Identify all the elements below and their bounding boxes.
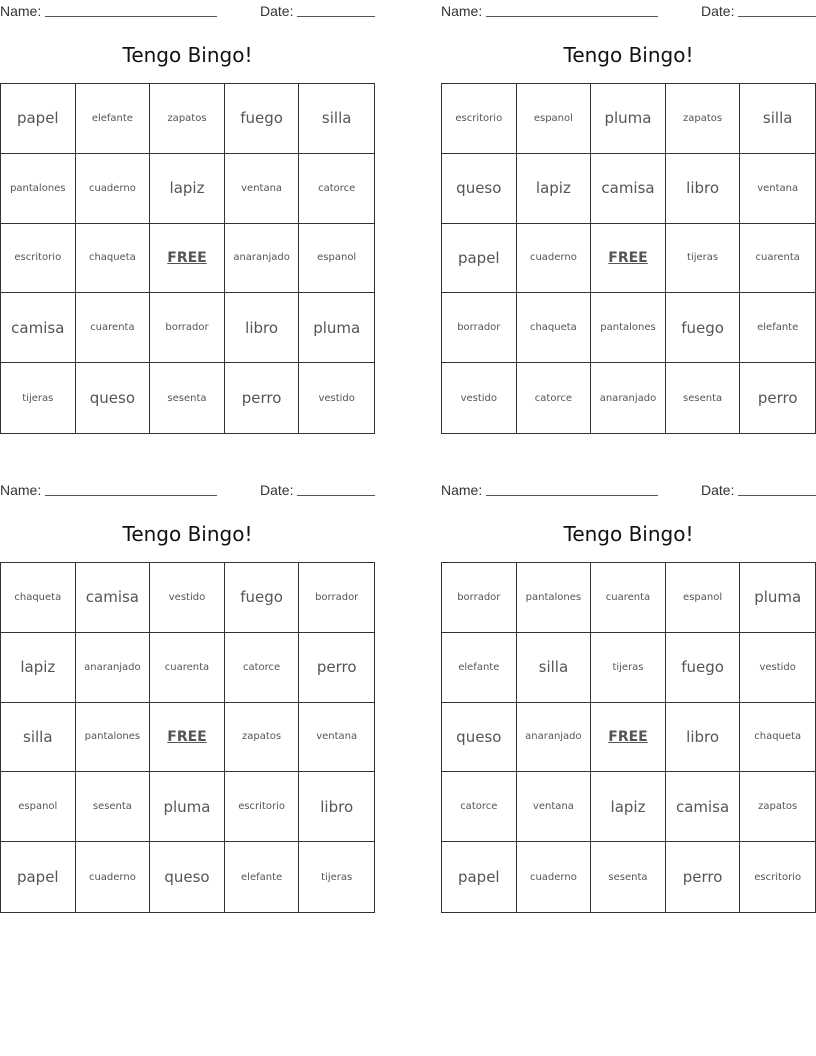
bingo-cell: sesenta bbox=[666, 363, 741, 433]
bingo-cell: elefante bbox=[740, 293, 815, 363]
bingo-cell: ventana bbox=[517, 772, 592, 842]
bingo-cell: silla bbox=[1, 703, 76, 773]
bingo-cell: silla bbox=[517, 633, 592, 703]
bingo-cell: escritorio bbox=[442, 84, 517, 154]
bingo-cell: papel bbox=[1, 842, 76, 912]
bingo-cell: ventana bbox=[225, 154, 300, 224]
bingo-cell: papel bbox=[442, 224, 517, 294]
bingo-cell: fuego bbox=[225, 563, 300, 633]
bingo-cell: zapatos bbox=[666, 84, 741, 154]
bingo-cell: queso bbox=[150, 842, 225, 912]
bingo-cell: vestido bbox=[740, 633, 815, 703]
bingo-cell: lapiz bbox=[150, 154, 225, 224]
bingo-cell: libro bbox=[299, 772, 374, 842]
bingo-cell: cuaderno bbox=[76, 842, 151, 912]
bingo-cell: cuaderno bbox=[517, 224, 592, 294]
bingo-cell: escritorio bbox=[754, 871, 802, 883]
bingo-cell: borrador bbox=[442, 293, 517, 363]
bingo-cell: perro bbox=[757, 389, 798, 408]
bingo-cell: anaranjado bbox=[76, 633, 151, 703]
bingo-cell: borrador bbox=[150, 293, 225, 363]
name-blank-line bbox=[486, 16, 658, 17]
bingo-cell: chaqueta bbox=[517, 293, 592, 363]
bingo-cell: camisa bbox=[1, 293, 76, 363]
date-label: Date: bbox=[701, 3, 735, 19]
bingo-cell: silla bbox=[299, 84, 374, 154]
bingo-cell: catorce bbox=[517, 363, 592, 433]
bingo-cell: borrador bbox=[299, 563, 374, 633]
bingo-cell: chaqueta bbox=[76, 224, 151, 294]
bingo-cell: espanol bbox=[666, 563, 741, 633]
bingo-cell: queso bbox=[442, 703, 517, 773]
bingo-cell: zapatos bbox=[740, 772, 815, 842]
date-label: Date: bbox=[260, 482, 294, 498]
bingo-cell: libro bbox=[225, 293, 300, 363]
bingo-cell: espanol bbox=[1, 772, 76, 842]
bingo-cell: pantalones bbox=[1, 154, 76, 224]
bingo-cell: papel bbox=[442, 842, 517, 912]
card-title: Tengo Bingo! bbox=[122, 43, 253, 67]
free-space-cell: FREE bbox=[150, 703, 225, 773]
bingo-cell: espanol bbox=[299, 224, 374, 294]
date-blank-line bbox=[738, 16, 816, 17]
bingo-cell: zapatos bbox=[150, 84, 225, 154]
bingo-cell: tijeras bbox=[666, 224, 741, 294]
bingo-cell: escritorio bbox=[1, 224, 76, 294]
bingo-cell: tijeras bbox=[1, 363, 76, 433]
bingo-cell: anaranjado bbox=[591, 363, 666, 433]
bingo-cell: cuarenta bbox=[740, 224, 815, 294]
bingo-cell: chaqueta bbox=[740, 703, 815, 773]
bingo-cell: pluma bbox=[150, 772, 225, 842]
bingo-cell: libro bbox=[666, 154, 741, 224]
bingo-cell: elefante bbox=[225, 842, 300, 912]
bingo-cell: libro bbox=[666, 703, 741, 773]
bingo-cell: lapiz bbox=[517, 154, 592, 224]
bingo-cell: ventana bbox=[740, 154, 815, 224]
bingo-grid bbox=[441, 562, 816, 913]
name-blank-line bbox=[45, 495, 217, 496]
bingo-cell: pluma bbox=[299, 293, 374, 363]
bingo-cell: anaranjado bbox=[517, 703, 592, 773]
bingo-cell: perro bbox=[299, 633, 374, 703]
bingo-card-3 bbox=[0, 479, 375, 914]
card-title: Tengo Bingo! bbox=[563, 522, 694, 546]
bingo-cell: pantalones bbox=[517, 563, 592, 633]
bingo-cell: papel bbox=[1, 84, 76, 154]
bingo-cell: vestido bbox=[318, 392, 355, 404]
name-label: Name: bbox=[0, 3, 42, 19]
card-header bbox=[441, 479, 816, 499]
name-label: Name: bbox=[441, 3, 483, 19]
bingo-cell: fuego bbox=[666, 633, 741, 703]
bingo-card-2 bbox=[441, 0, 816, 435]
bingo-cell: cuarenta bbox=[591, 563, 666, 633]
bingo-cell: catorce bbox=[299, 154, 374, 224]
free-space-cell: FREE bbox=[591, 224, 666, 294]
bingo-cell: cuaderno bbox=[76, 154, 151, 224]
bingo-grid bbox=[0, 562, 375, 913]
bingo-cell: sesenta bbox=[591, 842, 666, 912]
bingo-cell: perro bbox=[225, 363, 300, 433]
bingo-cell: catorce bbox=[442, 772, 517, 842]
bingo-cell: espanol bbox=[517, 84, 592, 154]
bingo-cell: tijeras bbox=[321, 871, 353, 883]
bingo-cell: elefante bbox=[442, 633, 517, 703]
bingo-cell: queso bbox=[76, 363, 151, 433]
bingo-cell: anaranjado bbox=[225, 224, 300, 294]
bingo-cell: chaqueta bbox=[1, 563, 76, 633]
date-blank-line bbox=[738, 495, 816, 496]
bingo-cell: cuarenta bbox=[76, 293, 151, 363]
card-title: Tengo Bingo! bbox=[563, 43, 694, 67]
bingo-cell: ventana bbox=[299, 703, 374, 773]
bingo-card-1 bbox=[0, 0, 375, 435]
card-header bbox=[0, 479, 375, 499]
bingo-cell: pantalones bbox=[591, 293, 666, 363]
name-blank-line bbox=[486, 495, 658, 496]
name-label: Name: bbox=[0, 482, 42, 498]
bingo-cell: lapiz bbox=[1, 633, 76, 703]
date-blank-line bbox=[297, 495, 375, 496]
bingo-cell: catorce bbox=[225, 633, 300, 703]
bingo-cell: fuego bbox=[666, 293, 741, 363]
date-label: Date: bbox=[260, 3, 294, 19]
bingo-cell: pluma bbox=[740, 563, 815, 633]
bingo-cell: queso bbox=[442, 154, 517, 224]
free-space-cell: FREE bbox=[150, 224, 225, 294]
bingo-cell: borrador bbox=[442, 563, 517, 633]
bingo-cell: silla bbox=[740, 84, 815, 154]
date-blank-line bbox=[297, 16, 375, 17]
bingo-cell: zapatos bbox=[225, 703, 300, 773]
bingo-cell: perro bbox=[666, 842, 741, 912]
bingo-cell: camisa bbox=[591, 154, 666, 224]
bingo-cell: sesenta bbox=[150, 363, 225, 433]
bingo-cell: cuaderno bbox=[517, 842, 592, 912]
card-header bbox=[0, 0, 375, 20]
bingo-cell: vestido bbox=[150, 563, 225, 633]
bingo-cell: elefante bbox=[76, 84, 151, 154]
name-blank-line bbox=[45, 16, 217, 17]
bingo-cell: vestido bbox=[442, 363, 517, 433]
bingo-cell: pluma bbox=[591, 84, 666, 154]
card-header bbox=[441, 0, 816, 20]
card-title: Tengo Bingo! bbox=[122, 522, 253, 546]
bingo-cell: fuego bbox=[225, 84, 300, 154]
name-label: Name: bbox=[441, 482, 483, 498]
free-space-cell: FREE bbox=[591, 703, 666, 773]
date-label: Date: bbox=[701, 482, 735, 498]
bingo-grid bbox=[0, 83, 375, 434]
bingo-cell: sesenta bbox=[76, 772, 151, 842]
bingo-cell: tijeras bbox=[591, 633, 666, 703]
bingo-cell: escritorio bbox=[225, 772, 300, 842]
bingo-card-4 bbox=[441, 479, 816, 914]
bingo-cell: camisa bbox=[76, 563, 151, 633]
bingo-cell: camisa bbox=[666, 772, 741, 842]
bingo-grid bbox=[441, 83, 816, 434]
bingo-cell: pantalones bbox=[76, 703, 151, 773]
bingo-cell: lapiz bbox=[591, 772, 666, 842]
bingo-cell: cuarenta bbox=[150, 633, 225, 703]
